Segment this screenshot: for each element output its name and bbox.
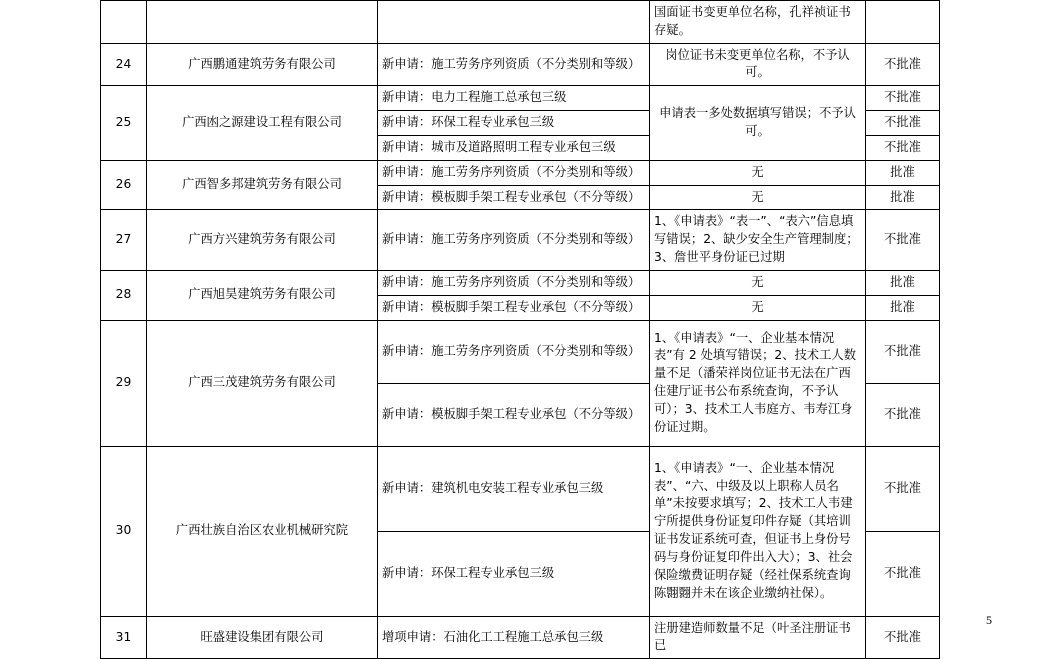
cell-application: 新申请：施工劳务序列资质（不分类别和等级） [378,160,650,185]
table-row [101,43,940,86]
cell-company: 广西智多邦建筑劳务有限公司 [147,160,378,210]
cell-remark: 申请表一多处数据填写错误；不予认可。 [650,86,866,160]
cell-remark: 无 [650,295,866,320]
cell-no: 24 [101,43,147,86]
cell-application: 新申请：建筑机电安装工程专业承包三级 [378,446,650,531]
cell-no: 25 [101,86,147,160]
cell-application: 新申请：施工劳务序列资质（不分类别和等级） [378,320,650,383]
cell-result: 批准 [866,295,940,320]
cell-result [866,1,940,44]
cell-company: 广西鹏通建筑劳务有限公司 [147,43,378,86]
cell-result: 不批准 [866,531,940,616]
cell-remark: 无 [650,185,866,210]
cell-application: 新申请：电力工程施工总承包三级 [378,86,650,111]
cell-no: 31 [101,616,147,659]
cell-no: 29 [101,320,147,446]
table-row [101,270,940,295]
cell-result: 不批准 [866,616,940,659]
table-row [101,320,940,383]
cell-company: 广西三茂建筑劳务有限公司 [147,320,378,446]
cell-result: 不批准 [866,446,940,531]
table-row [101,1,940,44]
cell-remark: 岗位证书未变更单位名称，不予认可。 [650,43,866,86]
cell-result: 批准 [866,185,940,210]
cell-application: 新申请：环保工程专业承包三级 [378,531,650,616]
cell-result: 不批准 [866,135,940,160]
cell-no: 30 [101,446,147,616]
cell-remark: 1、《申请表》“一、企业基本情况表”、“六、中级及以上职称人员名单”未按要求填写；2、技术工人韦建宁所提供身份证复印件存疑（其培训证书发证系统可查，但证书上身份号码与身份证复印件出入大）；3、社会保险缴费证明存疑（经社保系统查询陈翾翾并未在该企业缴纳社保）。 [650,446,866,616]
cell-result: 不批准 [866,43,940,86]
cell-application: 新申请：环保工程专业承包三级 [378,111,650,136]
cell-application: 新申请：模板脚手架工程专业承包（不分等级） [378,295,650,320]
cell-remark: 1、《申请表》“一、企业基本情况表”有 2 处填写错误；2、技术工人数量不足（潘荣祥岗位证书无法在广西住建厅证书公布系统查询，不予认可）；3、技术工人韦庭方、韦寿江身份证过期。 [650,320,866,446]
table-row [101,210,940,270]
table-row [101,86,940,111]
table-row [101,446,940,531]
cell-application: 新申请：模板脚手架工程专业承包（不分等级） [378,383,650,446]
cell-result: 批准 [866,270,940,295]
cell-company: 广西壮族自治区农业机械研究院 [147,446,378,616]
table-row [101,160,940,185]
cell-result: 不批准 [866,86,940,111]
cell-remark: 无 [650,160,866,185]
cell-application: 新申请：城市及道路照明工程专业承包三级 [378,135,650,160]
cell-application: 新申请：施工劳务序列资质（不分类别和等级） [378,210,650,270]
cell-no: 26 [101,160,147,210]
cell-remark: 无 [650,270,866,295]
cell-no: 27 [101,210,147,270]
cell-application: 新申请：施工劳务序列资质（不分类别和等级） [378,43,650,86]
cell-result: 不批准 [866,383,940,446]
cell-remark: 国面证书变更单位名称，孔祥祯证书存疑。 [650,1,866,44]
cell-company: 广西凼之源建设工程有限公司 [147,86,378,160]
cell-company: 广西方兴建筑劳务有限公司 [147,210,378,270]
cell-remark: 注册建造师数量不足（叶圣注册证书已 [650,616,866,659]
cell-application: 新申请：施工劳务序列资质（不分类别和等级） [378,270,650,295]
cell-result: 不批准 [866,111,940,136]
cell-company: 旺盛建设集团有限公司 [147,616,378,659]
cell-no [101,1,147,44]
cell-application: 增项申请：石油化工工程施工总承包三级 [378,616,650,659]
cell-application [378,1,650,44]
page-number: 5 [986,613,992,627]
cell-result: 不批准 [866,320,940,383]
approval-results-table [100,0,940,659]
cell-application: 新申请：模板脚手架工程专业承包（不分等级） [378,185,650,210]
cell-result: 批准 [866,160,940,185]
cell-remark: 1、《申请表》“表一”、“表六”信息填写错误；2、缺少安全生产管理制度；3、詹世平身份证已过期 [650,210,866,270]
cell-company [147,1,378,44]
cell-no: 28 [101,270,147,320]
table-row [101,616,940,659]
cell-company: 广西旭昊建筑劳务有限公司 [147,270,378,320]
cell-result: 不批准 [866,210,940,270]
